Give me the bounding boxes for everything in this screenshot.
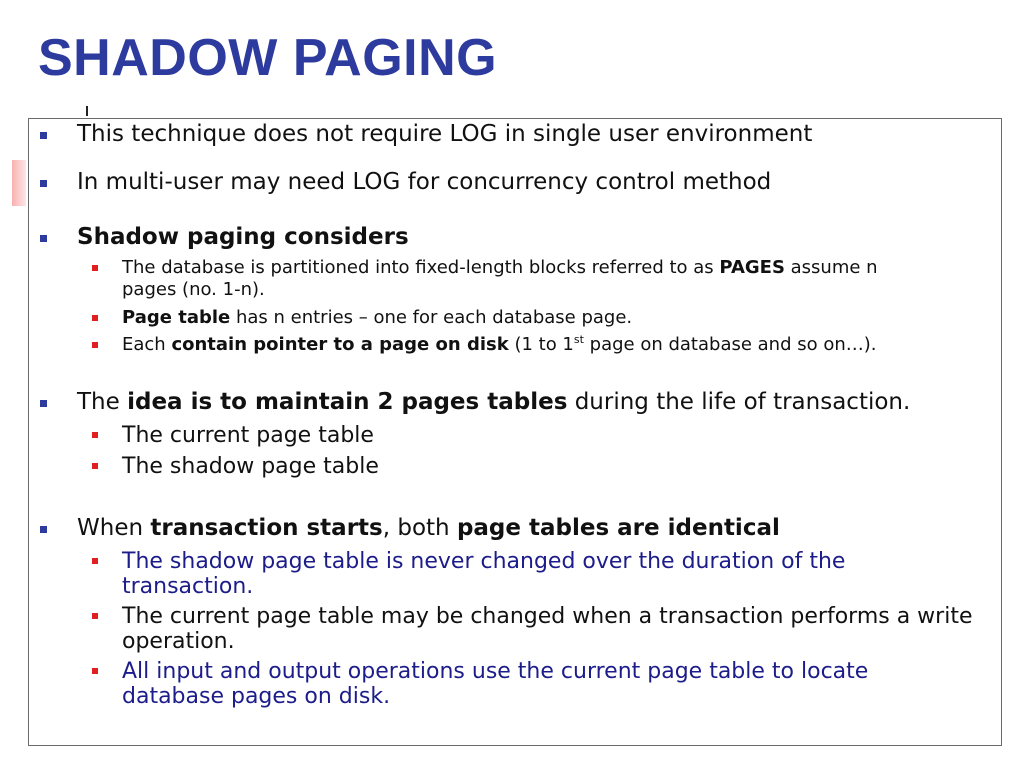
sub-bullet-text: operation. — [122, 629, 235, 654]
sub-bullet-text: The shadow page table — [122, 454, 379, 479]
square-bullet-icon — [40, 132, 47, 139]
sub-bullet-text: The shadow page table is never changed over the duration of the — [122, 549, 846, 574]
square-bullet-icon — [92, 463, 98, 469]
content-box — [28, 118, 1002, 746]
sub-bullet-text: The current page table — [122, 423, 374, 448]
sub-bullet-text: The current page table may be changed when a transaction performs a write — [122, 604, 973, 629]
bullet-text: Shadow paging considers — [77, 224, 409, 250]
sub-bullet-shadow-table — [122, 454, 379, 479]
sub-bullet-bold: contain pointer to a page on disk — [171, 334, 509, 355]
sub-bullet-pointer — [122, 334, 992, 356]
sub-bullet-text: assume n — [784, 257, 878, 278]
square-bullet-icon — [40, 235, 47, 242]
sub-bullet-bold: PAGES — [719, 257, 785, 278]
square-bullet-icon — [92, 668, 98, 674]
square-bullet-icon — [92, 613, 98, 619]
square-bullet-icon — [40, 180, 47, 187]
sub-bullet-current-table — [122, 423, 374, 448]
square-bullet-icon — [92, 342, 98, 348]
decorative-tick-mark — [86, 106, 88, 116]
sub-bullet-text: All input and output operations use the current page table to locate — [122, 659, 869, 684]
decorative-accent-bar — [12, 160, 26, 206]
sub-bullet-text: transaction. — [122, 574, 254, 599]
sub-bullet-text: The database is partitioned into fixed-length blocks referred to as — [122, 257, 720, 278]
square-bullet-icon — [92, 432, 98, 438]
sub-bullet-text: (1 to 1 — [508, 334, 574, 355]
sub-bullet-io-operations — [122, 659, 992, 709]
superscript: st — [573, 333, 584, 346]
sub-bullet-text: pages (no. 1-n). — [122, 279, 265, 300]
bullet-text: This technique does not require LOG in single user environment — [77, 121, 813, 147]
sub-bullet-pages — [122, 257, 992, 301]
square-bullet-icon — [40, 526, 47, 533]
square-bullet-icon — [92, 315, 98, 321]
sub-bullet-shadow-never-changed — [122, 549, 992, 599]
sub-bullet-text: database pages on disk. — [122, 684, 391, 709]
bullet-text: The idea is to maintain 2 pages tables during the life of transaction. — [77, 389, 911, 415]
sub-bullet-bold: Page table — [122, 307, 231, 328]
square-bullet-icon — [92, 265, 98, 271]
slide-title: SHADOW PAGING — [38, 29, 498, 87]
bullet-text: When transaction starts, both page tables are identical — [77, 515, 780, 541]
bullet-text: In multi-user may need LOG for concurrency control method — [77, 169, 772, 195]
square-bullet-icon — [92, 558, 98, 564]
sub-bullet-text: page on database and so on…). — [583, 334, 877, 355]
sub-bullet-current-may-change — [122, 604, 1000, 654]
square-bullet-icon — [40, 400, 47, 407]
sub-bullet-text: Each — [122, 334, 172, 355]
sub-bullet-text: has n entries – one for each database page. — [230, 307, 633, 328]
sub-bullet-page-table — [122, 307, 992, 329]
